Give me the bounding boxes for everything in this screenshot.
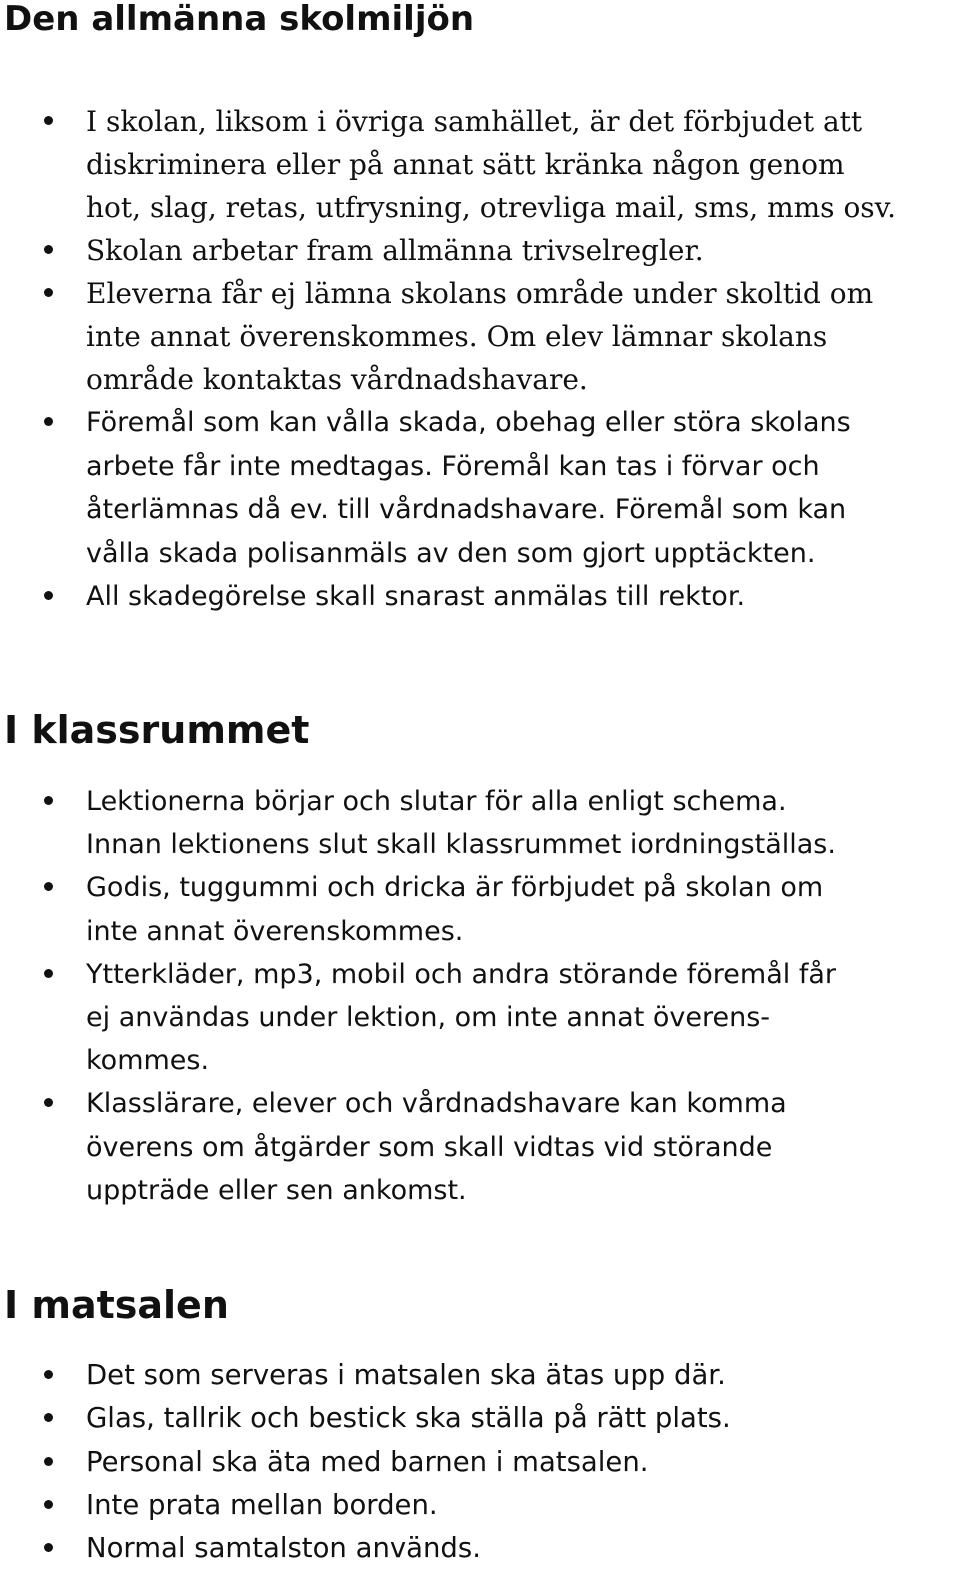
list-item — [0, 1397, 960, 1440]
rules-list-classroom — [0, 780, 960, 1212]
bullet-icon — [44, 969, 53, 978]
bullet-icon — [44, 1500, 53, 1509]
rules-list-school-environment — [0, 100, 960, 619]
list-item — [0, 1354, 960, 1397]
list-item — [0, 575, 960, 619]
list-item-text: All skadegörelse skall snarast anmälas till rektor. — [86, 581, 746, 612]
list-item-text: Inte prata mellan borden. — [86, 1488, 438, 1521]
bullet-icon — [44, 417, 53, 426]
bullet-icon — [44, 1543, 53, 1552]
list-item — [0, 780, 960, 866]
list-item-text: Föremål som kan vålla skada, obehag eller störa skolans arbete får inte medtagas. Föremål kan tas i förvar och återlämnas då ev. till vårdnadshavare. Föremål som kan vålla skada polisanmäls av den som gjort upptäckten. — [86, 407, 851, 569]
bullet-icon — [44, 1098, 53, 1107]
list-item-text: Lektionerna börjar och slutar för alla enligt schema. Innan lektionens slut skall klassrummet iordningställas. — [86, 786, 836, 861]
list-item — [0, 100, 960, 229]
list-item — [0, 1527, 960, 1570]
list-item — [0, 1082, 960, 1212]
list-item — [0, 866, 960, 952]
bullet-icon — [44, 882, 53, 891]
list-item-text: Ytterkläder, mp3, mobil och andra störande föremål får ej användas under lektion, om inte annat överens- kommes. — [86, 958, 836, 1077]
bullet-icon — [44, 796, 53, 805]
list-item — [0, 401, 960, 575]
rules-list-dining-hall — [0, 1354, 960, 1570]
list-item-text: Normal samtalston används. — [86, 1532, 481, 1565]
list-item — [0, 1441, 960, 1484]
list-item — [0, 229, 960, 272]
list-item-text: Det som serveras i matsalen ska ätas upp där. — [86, 1359, 726, 1391]
list-item-text: Godis, tuggummi och dricka är förbjudet på skolan om inte annat överenskommes. — [86, 872, 824, 947]
bullet-icon — [44, 1457, 53, 1466]
list-item-text: Personal ska äta med barnen i matsalen. — [86, 1445, 649, 1478]
list-item — [0, 1484, 960, 1527]
bullet-icon — [44, 1370, 53, 1379]
list-item-text: Klasslärare, elever och vårdnadshavare kan komma överens om åtgärder som skall vidtas vid störande uppträde eller sen ankomst. — [86, 1088, 787, 1206]
bullet-icon — [44, 591, 53, 600]
list-item-text: Skolan arbetar fram allmänna trivselregler. — [86, 234, 704, 267]
bullet-icon — [44, 245, 53, 254]
bullet-icon — [44, 1413, 53, 1422]
list-item — [0, 272, 960, 401]
bullet-icon — [44, 288, 53, 297]
list-item-text: Eleverna får ej lämna skolans område under skoltid om inte annat överenskommes. Om elev lämnar skolans område kontaktas vårdnadshavare. — [86, 277, 874, 396]
bullet-icon — [44, 116, 53, 125]
list-item-text: I skolan, liksom i övriga samhället, är det förbjudet att diskriminera eller på annat sätt kränka någon genom hot, slag, retas, utfrysning, otrevliga mail, sms, mms osv. — [86, 105, 897, 224]
section-heading-dining-hall: I matsalen — [4, 1283, 229, 1327]
list-item — [0, 953, 960, 1083]
section-heading-school-environment: Den allmänna skolmiljön — [4, 0, 475, 39]
list-item-text: Glas, tallrik och bestick ska ställa på rätt plats. — [86, 1402, 731, 1435]
section-heading-classroom: I klassrummet — [4, 708, 310, 752]
